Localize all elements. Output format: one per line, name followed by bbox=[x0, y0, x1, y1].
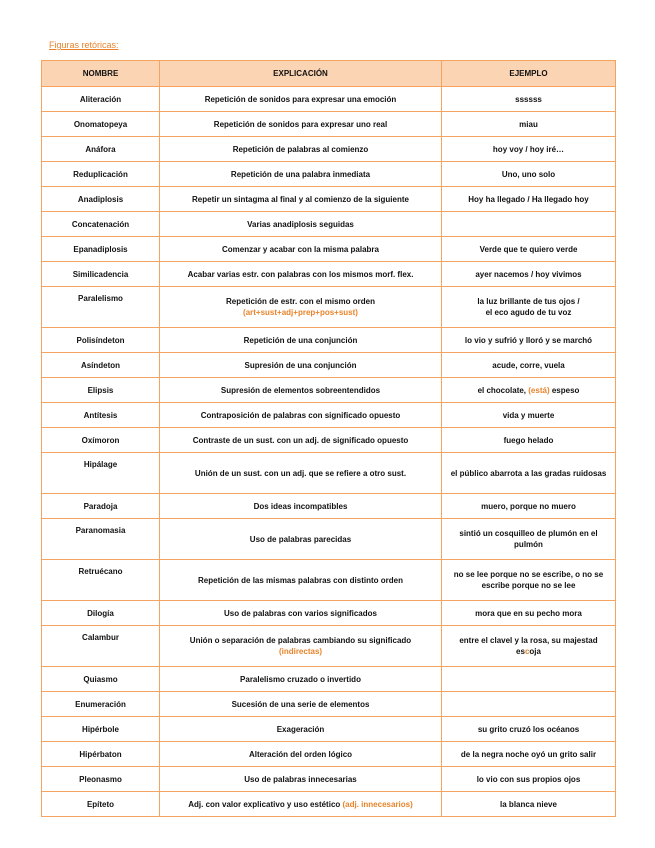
ejemplo-text: entre el clavel y la rosa, su majestad es bbox=[459, 636, 598, 656]
table-row bbox=[42, 494, 616, 519]
explicacion-cell bbox=[160, 287, 442, 328]
explicacion-cell bbox=[160, 137, 442, 162]
table-row bbox=[42, 792, 616, 817]
nombre-cell: Hipérbaton bbox=[42, 742, 160, 767]
table-row bbox=[42, 626, 616, 667]
explicacion-text: Repetición de una palabra inmediata bbox=[230, 169, 371, 179]
ejemplo-text: acude, corre, vuela bbox=[492, 360, 565, 370]
table-row bbox=[42, 187, 616, 212]
explicacion-text: Repetición de las mismas palabras con distinto orden bbox=[198, 575, 403, 585]
ejemplo-cell bbox=[442, 428, 616, 453]
nombre-cell: Epíteto bbox=[42, 792, 160, 817]
table-row bbox=[42, 667, 616, 692]
ejemplo-cell bbox=[442, 137, 616, 162]
explicacion-text: Paralelismo cruzado o invertido bbox=[240, 674, 361, 684]
explicacion-text: Repetición de sonidos para expresar uno real bbox=[213, 119, 388, 129]
nombre-cell: Oxímoron bbox=[42, 428, 160, 453]
explicacion-cell bbox=[160, 428, 442, 453]
ejemplo-text: hoy voy / hoy iré… bbox=[492, 144, 565, 154]
explicacion-cell bbox=[160, 560, 442, 601]
ejemplo-text: Uno, uno solo bbox=[501, 169, 556, 179]
table-row bbox=[42, 428, 616, 453]
explicacion-cell bbox=[160, 792, 442, 817]
ejemplo-cell bbox=[442, 353, 616, 378]
explicacion-cell bbox=[160, 717, 442, 742]
page-title: Figuras retóricas: bbox=[49, 40, 119, 50]
nombre-cell: Retruécano bbox=[42, 560, 160, 601]
explicacion-text: Repetición de estr. con el mismo orden bbox=[226, 297, 375, 306]
explicacion-note: (adj. innecesarios) bbox=[342, 799, 413, 809]
nombre-cell: Paralelismo bbox=[42, 287, 160, 328]
ejemplo-text: ayer nacemos / hoy vivimos bbox=[475, 269, 582, 279]
ejemplo-cell bbox=[442, 403, 616, 428]
header-ejemplo: EJEMPLO bbox=[442, 61, 616, 87]
explicacion-text: Contraste de un sust. con un adj. de significado opuesto bbox=[192, 435, 409, 445]
ejemplo-cell bbox=[442, 187, 616, 212]
nombre-cell: Epanadiplosis bbox=[42, 237, 160, 262]
ejemplo-text: sintió un cosquilleo de plumón en el pulmón bbox=[459, 529, 598, 549]
ejemplo-cell bbox=[442, 626, 616, 667]
explicacion-cell bbox=[160, 667, 442, 692]
nombre-cell: Similicadencia bbox=[42, 262, 160, 287]
ejemplo-cell bbox=[442, 667, 616, 692]
table-row bbox=[42, 137, 616, 162]
explicacion-cell bbox=[160, 519, 442, 560]
table-row bbox=[42, 717, 616, 742]
nombre-cell: Hipérbole bbox=[42, 717, 160, 742]
explicacion-text: Exageración bbox=[276, 724, 325, 734]
explicacion-text: Unión o separación de palabras cambiando su significado bbox=[189, 636, 412, 645]
explicacion-cell bbox=[160, 212, 442, 237]
explicacion-text: Alteración del orden lógico bbox=[248, 749, 353, 759]
ejemplo-cell bbox=[442, 601, 616, 626]
ejemplo-text: ssssss bbox=[515, 94, 542, 104]
table-row bbox=[42, 560, 616, 601]
ejemplo-cell bbox=[442, 560, 616, 601]
ejemplo-note: c bbox=[524, 647, 530, 656]
nombre-cell: Asíndeton bbox=[42, 353, 160, 378]
table-row bbox=[42, 212, 616, 237]
explicacion-text: Supresión de elementos sobreentendidos bbox=[220, 385, 381, 395]
ejemplo-text: muero, porque no muero bbox=[481, 501, 576, 511]
explicacion-text: Repetición de una conjunción bbox=[243, 335, 358, 345]
explicacion-cell bbox=[160, 162, 442, 187]
explicacion-cell bbox=[160, 112, 442, 137]
ejemplo-cell bbox=[442, 212, 616, 237]
explicacion-cell bbox=[160, 453, 442, 494]
ejemplo-text: fuego helado bbox=[503, 435, 554, 445]
nombre-cell: Concatenación bbox=[42, 212, 160, 237]
ejemplo-tail: espeso bbox=[551, 385, 580, 395]
ejemplo-text: su grito cruzó los océanos bbox=[477, 724, 580, 734]
ejemplo-text: no se lee porque no se escribe, o no se escribe porque no se lee bbox=[453, 570, 604, 590]
explicacion-text: Uso de palabras innecesarias bbox=[244, 774, 357, 784]
table-row bbox=[42, 403, 616, 428]
nombre-cell: Calambur bbox=[42, 626, 160, 667]
table-row bbox=[42, 328, 616, 353]
nombre-cell: Elipsis bbox=[42, 378, 160, 403]
explicacion-cell bbox=[160, 742, 442, 767]
table-row bbox=[42, 237, 616, 262]
ejemplo-cell bbox=[442, 717, 616, 742]
explicacion-text: Uso de palabras con varios significados bbox=[224, 608, 377, 618]
nombre-cell: Dilogía bbox=[42, 601, 160, 626]
explicacion-cell bbox=[160, 262, 442, 287]
explicacion-cell bbox=[160, 328, 442, 353]
ejemplo-text: Hoy ha llegado / Ha llegado hoy bbox=[468, 194, 589, 204]
ejemplo-text: lo vio y sufrió y lloró y se marchó bbox=[464, 335, 593, 345]
explicacion-cell bbox=[160, 403, 442, 428]
ejemplo-text-line2: el eco agudo de tu voz bbox=[485, 308, 572, 317]
nombre-cell: Polisíndeton bbox=[42, 328, 160, 353]
ejemplo-cell bbox=[442, 237, 616, 262]
ejemplo-text: la luz brillante de tus ojos / bbox=[477, 297, 580, 306]
nombre-cell: Quiasmo bbox=[42, 667, 160, 692]
explicacion-cell bbox=[160, 237, 442, 262]
explicacion-text: Dos ideas incompatibles bbox=[253, 501, 348, 511]
ejemplo-cell bbox=[442, 792, 616, 817]
ejemplo-cell bbox=[442, 692, 616, 717]
nombre-cell: Enumeración bbox=[42, 692, 160, 717]
table-row bbox=[42, 378, 616, 403]
table-row bbox=[42, 767, 616, 792]
ejemplo-text: mora que en su pecho mora bbox=[475, 608, 582, 618]
explicacion-text: Acabar varias estr. con palabras con los mismos morf. flex. bbox=[187, 269, 414, 279]
ejemplo-tail: oja bbox=[529, 647, 541, 656]
ejemplo-cell bbox=[442, 328, 616, 353]
ejemplo-cell bbox=[442, 767, 616, 792]
header-explicacion: EXPLICACIÓN bbox=[160, 61, 442, 87]
ejemplo-cell bbox=[442, 742, 616, 767]
explicacion-cell bbox=[160, 87, 442, 112]
ejemplo-cell bbox=[442, 378, 616, 403]
table-row bbox=[42, 453, 616, 494]
table-row bbox=[42, 519, 616, 560]
explicacion-text: Unión de un sust. con un adj. que se refiere a otro sust. bbox=[194, 468, 407, 478]
explicacion-cell bbox=[160, 353, 442, 378]
explicacion-text: Repetición de sonidos para expresar una emoción bbox=[204, 94, 397, 104]
ejemplo-cell bbox=[442, 453, 616, 494]
explicacion-cell bbox=[160, 601, 442, 626]
ejemplo-cell bbox=[442, 519, 616, 560]
table-row bbox=[42, 742, 616, 767]
table-row bbox=[42, 287, 616, 328]
figures-table bbox=[41, 60, 616, 817]
ejemplo-text: el público abarrota a las gradas ruidosas bbox=[450, 468, 607, 478]
table-row bbox=[42, 87, 616, 112]
table-row bbox=[42, 262, 616, 287]
explicacion-text: Repetir un sintagma al final y al comienzo de la siguiente bbox=[192, 194, 409, 204]
explicacion-text: Adj. con valor explicativo y uso estético bbox=[188, 799, 341, 809]
explicacion-text: Varias anadiplosis seguidas bbox=[247, 219, 354, 229]
ejemplo-text: el chocolate, bbox=[477, 385, 527, 395]
explicacion-note: (art+sust+adj+prep+pos+sust) bbox=[243, 308, 358, 317]
nombre-cell: Onomatopeya bbox=[42, 112, 160, 137]
explicacion-text: Comenzar y acabar con la misma palabra bbox=[222, 244, 379, 254]
ejemplo-cell bbox=[442, 494, 616, 519]
nombre-cell: Aliteración bbox=[42, 87, 160, 112]
explicacion-text: Uso de palabras parecidas bbox=[249, 534, 352, 544]
table-header-row bbox=[42, 61, 616, 87]
table-body bbox=[42, 87, 616, 817]
nombre-cell: Paranomasia bbox=[42, 519, 160, 560]
ejemplo-cell bbox=[442, 87, 616, 112]
ejemplo-cell bbox=[442, 112, 616, 137]
ejemplo-text: vida y muerte bbox=[502, 410, 555, 420]
ejemplo-text: la blanca nieve bbox=[500, 799, 557, 809]
nombre-cell: Reduplicación bbox=[42, 162, 160, 187]
ejemplo-cell bbox=[442, 287, 616, 328]
ejemplo-cell bbox=[442, 262, 616, 287]
explicacion-cell bbox=[160, 494, 442, 519]
ejemplo-text: lo vio con sus propios ojos bbox=[476, 774, 581, 784]
explicacion-cell bbox=[160, 767, 442, 792]
explicacion-note: (indirectas) bbox=[278, 647, 323, 656]
explicacion-text: Sucesión de una serie de elementos bbox=[231, 699, 370, 709]
ejemplo-text: de la negra noche oyó un grito salir bbox=[460, 749, 597, 759]
ejemplo-cell bbox=[442, 162, 616, 187]
nombre-cell: Anadiplosis bbox=[42, 187, 160, 212]
explicacion-cell bbox=[160, 187, 442, 212]
nombre-cell: Paradoja bbox=[42, 494, 160, 519]
nombre-cell: Pleonasmo bbox=[42, 767, 160, 792]
header-nombre: NOMBRE bbox=[42, 61, 160, 87]
nombre-cell: Antítesis bbox=[42, 403, 160, 428]
table-row bbox=[42, 162, 616, 187]
table-row bbox=[42, 353, 616, 378]
table-row bbox=[42, 601, 616, 626]
explicacion-cell bbox=[160, 378, 442, 403]
ejemplo-note: (está) bbox=[528, 385, 550, 395]
table-row bbox=[42, 112, 616, 137]
explicacion-text: Contraposición de palabras con significado opuesto bbox=[200, 410, 401, 420]
ejemplo-text: Verde que te quiero verde bbox=[479, 244, 578, 254]
nombre-cell: Anáfora bbox=[42, 137, 160, 162]
nombre-cell: Hipálage bbox=[42, 453, 160, 494]
explicacion-cell bbox=[160, 626, 442, 667]
ejemplo-text: miau bbox=[519, 119, 538, 129]
explicacion-text: Repetición de palabras al comienzo bbox=[232, 144, 369, 154]
explicacion-text: Supresión de una conjunción bbox=[244, 360, 357, 370]
explicacion-cell bbox=[160, 692, 442, 717]
table-row bbox=[42, 692, 616, 717]
